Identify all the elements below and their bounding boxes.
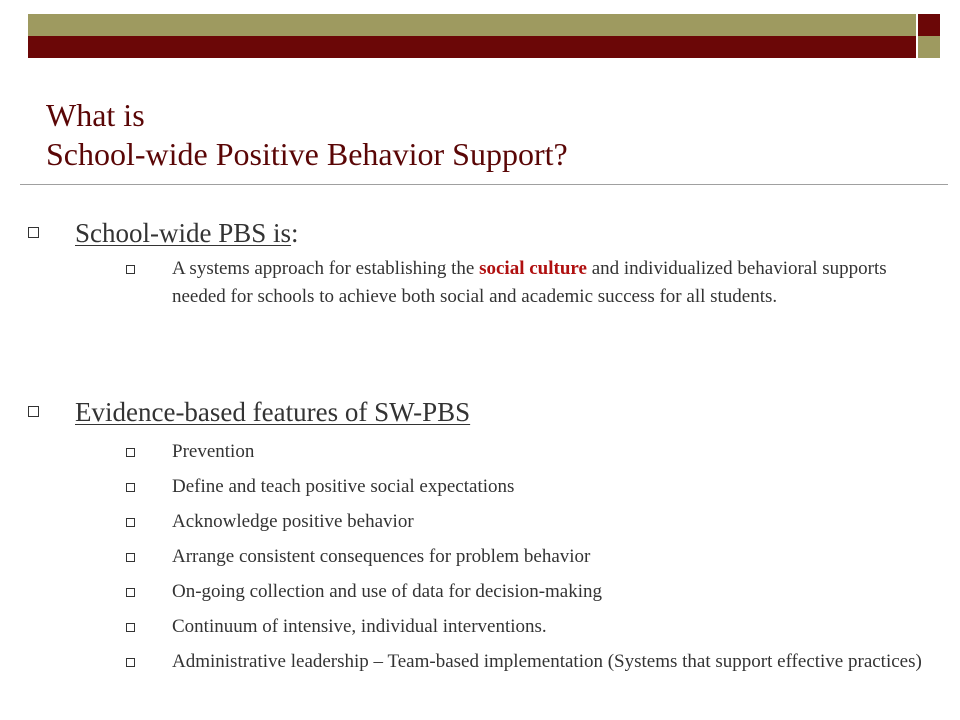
feature-text: Administrative leadership – Team-based implementation (Systems that support effective practices) (172, 651, 922, 672)
header-corner-square-dark (918, 14, 940, 36)
square-bullet-icon (126, 553, 135, 562)
square-bullet-icon (126, 265, 135, 274)
title-line-2: School-wide Positive Behavior Support? (46, 136, 568, 172)
title-divider (20, 184, 948, 185)
header-band-olive (28, 14, 916, 36)
heading-suffix: : (291, 218, 299, 248)
square-bullet-icon (126, 518, 135, 527)
square-bullet-icon (126, 623, 135, 632)
feature-text: Prevention (172, 441, 255, 462)
square-bullet-icon (126, 658, 135, 667)
feature-text: Continuum of intensive, individual interventions. (172, 616, 547, 637)
feature-text: On-going collection and use of data for decision-making (172, 581, 603, 602)
square-bullet-icon (126, 483, 135, 492)
feature-text: Arrange consistent consequences for problem behavior (172, 546, 591, 567)
definition-after: and individualized behavioral supports needed for schools to achieve both social and academic success for all students. (172, 258, 887, 307)
header-band-dark (28, 36, 916, 58)
title-line-1: What is (46, 97, 145, 133)
bullet-text (75, 217, 299, 249)
square-bullet-icon (28, 406, 39, 417)
heading-underlined: School-wide PBS is (75, 218, 292, 248)
header-corner-square-olive (918, 36, 940, 58)
feature-text: Acknowledge positive behavior (172, 511, 414, 532)
definition-text (172, 255, 942, 311)
bullet-text: Evidence-based features of SW-PBS (75, 397, 471, 427)
square-bullet-icon (28, 227, 39, 238)
square-bullet-icon (126, 588, 135, 597)
feature-text: Define and teach positive social expectations (172, 476, 515, 497)
slide-title (46, 96, 568, 174)
definition-before: A systems approach for establishing the (172, 258, 480, 279)
highlight-social-culture: social culture (479, 258, 587, 279)
square-bullet-icon (126, 448, 135, 457)
